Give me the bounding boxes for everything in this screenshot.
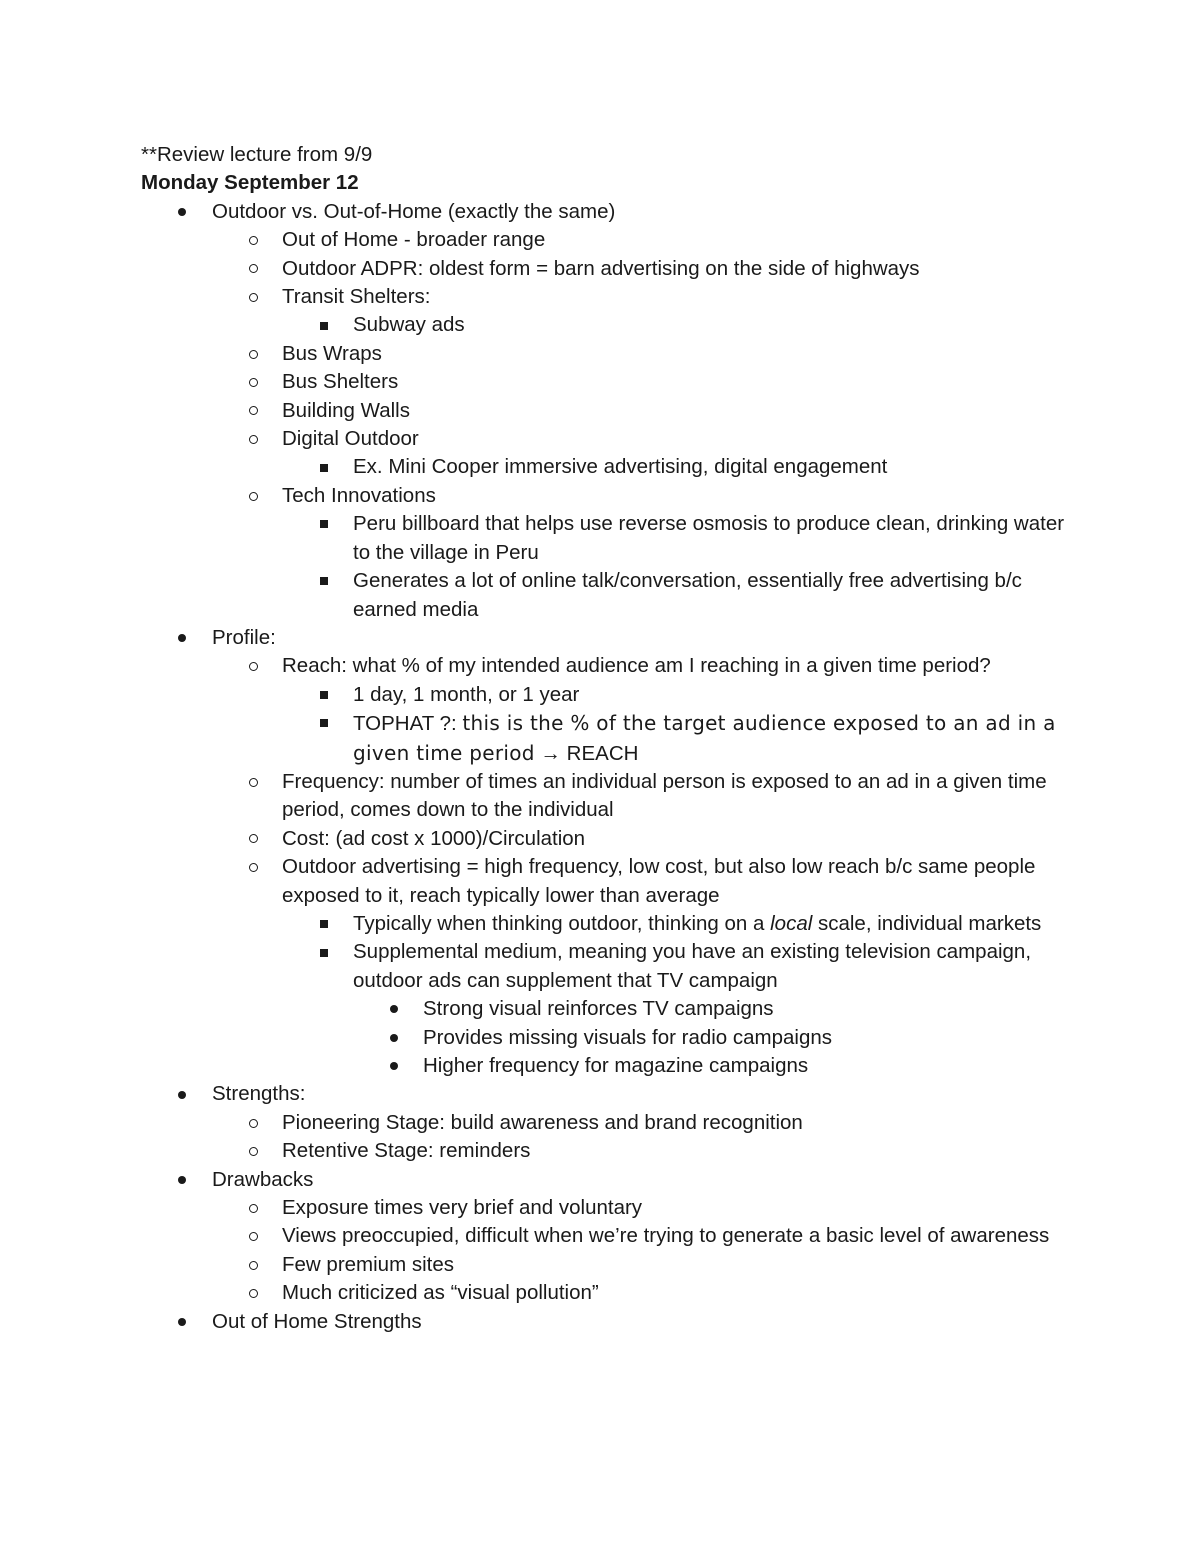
notes-page [141, 141, 1071, 1336]
circle-bullet-icon [246, 482, 260, 510]
circle-bullet-icon [246, 1279, 260, 1307]
square-bullet-icon [317, 910, 331, 938]
disc-bullet-icon [175, 1166, 189, 1194]
list-item: Supplemental medium, meaning you have an existing television campaign, outdoor ads can supplement that TV campaign [141, 938, 1071, 995]
list-item: Profile: [141, 624, 1071, 652]
circle-bullet-icon [246, 1137, 260, 1165]
circle-bullet-icon [246, 255, 260, 283]
circle-bullet-icon [246, 1251, 260, 1279]
list-item: Provides missing visuals for radio campaigns [141, 1024, 1071, 1052]
circle-bullet-icon [246, 226, 260, 254]
review-note: **Review lecture from 9/9 [141, 143, 373, 166]
disc-bullet-icon [175, 1080, 189, 1108]
list-item: Out of Home Strengths [141, 1308, 1071, 1336]
list-item: Exposure times very brief and voluntary [141, 1194, 1071, 1222]
disc-bullet-icon [387, 995, 401, 1023]
list-item: Few premium sites [141, 1251, 1071, 1279]
list-item: Cost: (ad cost x 1000)/Circulation [141, 825, 1071, 853]
circle-bullet-icon [246, 1194, 260, 1222]
square-bullet-icon [317, 567, 331, 595]
list-item: TOPHAT ?: this is the % of the target audience exposed to an ad in a given time period → REACH [141, 709, 1071, 768]
square-bullet-icon [317, 510, 331, 538]
square-bullet-icon [317, 709, 331, 737]
list-item: Views preoccupied, difficult when we’re trying to generate a basic level of awareness [141, 1222, 1071, 1250]
square-bullet-icon [317, 311, 331, 339]
list-item: Bus Wraps [141, 340, 1071, 368]
list-item: Ex. Mini Cooper immersive advertising, digital engagement [141, 453, 1071, 481]
list-item: Peru billboard that helps use reverse osmosis to produce clean, drinking water to the village in Peru [141, 510, 1071, 567]
circle-bullet-icon [246, 425, 260, 453]
list-item: Out of Home - broader range [141, 226, 1071, 254]
disc-bullet-icon [387, 1052, 401, 1080]
list-item: Generates a lot of online talk/conversation, essentially free advertising b/c earned media [141, 567, 1071, 624]
circle-bullet-icon [246, 397, 260, 425]
date-heading: Monday September 12 [141, 171, 359, 195]
list-item: Pioneering Stage: build awareness and brand recognition [141, 1109, 1071, 1137]
circle-bullet-icon [246, 1222, 260, 1250]
disc-bullet-icon [175, 1308, 189, 1336]
list-item: Outdoor vs. Out-of-Home (exactly the same) [141, 198, 1071, 226]
list-item: Strong visual reinforces TV campaigns [141, 995, 1071, 1023]
circle-bullet-icon [246, 340, 260, 368]
disc-bullet-icon [175, 624, 189, 652]
square-bullet-icon [317, 453, 331, 481]
list-item: Subway ads [141, 311, 1071, 339]
list-item: 1 day, 1 month, or 1 year [141, 681, 1071, 709]
list-item: Bus Shelters [141, 368, 1071, 396]
list-item: Transit Shelters: [141, 283, 1071, 311]
list-item: Outdoor ADPR: oldest form = barn advertising on the side of highways [141, 255, 1071, 283]
circle-bullet-icon [246, 768, 260, 796]
list-item: Digital Outdoor [141, 425, 1071, 453]
list-item: Drawbacks [141, 1166, 1071, 1194]
circle-bullet-icon [246, 283, 260, 311]
circle-bullet-icon [246, 368, 260, 396]
square-bullet-icon [317, 938, 331, 966]
disc-bullet-icon [175, 198, 189, 226]
list-item: Higher frequency for magazine campaigns [141, 1052, 1071, 1080]
disc-bullet-icon [387, 1024, 401, 1052]
list-item: Reach: what % of my intended audience am I reaching in a given time period? [141, 652, 1071, 680]
circle-bullet-icon [246, 1109, 260, 1137]
list-item: Frequency: number of times an individual person is exposed to an ad in a given time period, comes down to the individual [141, 768, 1071, 825]
square-bullet-icon [317, 681, 331, 709]
circle-bullet-icon [246, 825, 260, 853]
list-item: Retentive Stage: reminders [141, 1137, 1071, 1165]
list-item: Tech Innovations [141, 482, 1071, 510]
list-item: Outdoor advertising = high frequency, low cost, but also low reach b/c same people exposed to it, reach typically lower than average [141, 853, 1071, 910]
circle-bullet-icon [246, 652, 260, 680]
list-item: Much criticized as “visual pollution” [141, 1279, 1071, 1307]
list-item: Building Walls [141, 397, 1071, 425]
list-item: Strengths: [141, 1080, 1071, 1108]
list-item: Typically when thinking outdoor, thinking on a local scale, individual markets [141, 910, 1071, 938]
circle-bullet-icon [246, 853, 260, 881]
